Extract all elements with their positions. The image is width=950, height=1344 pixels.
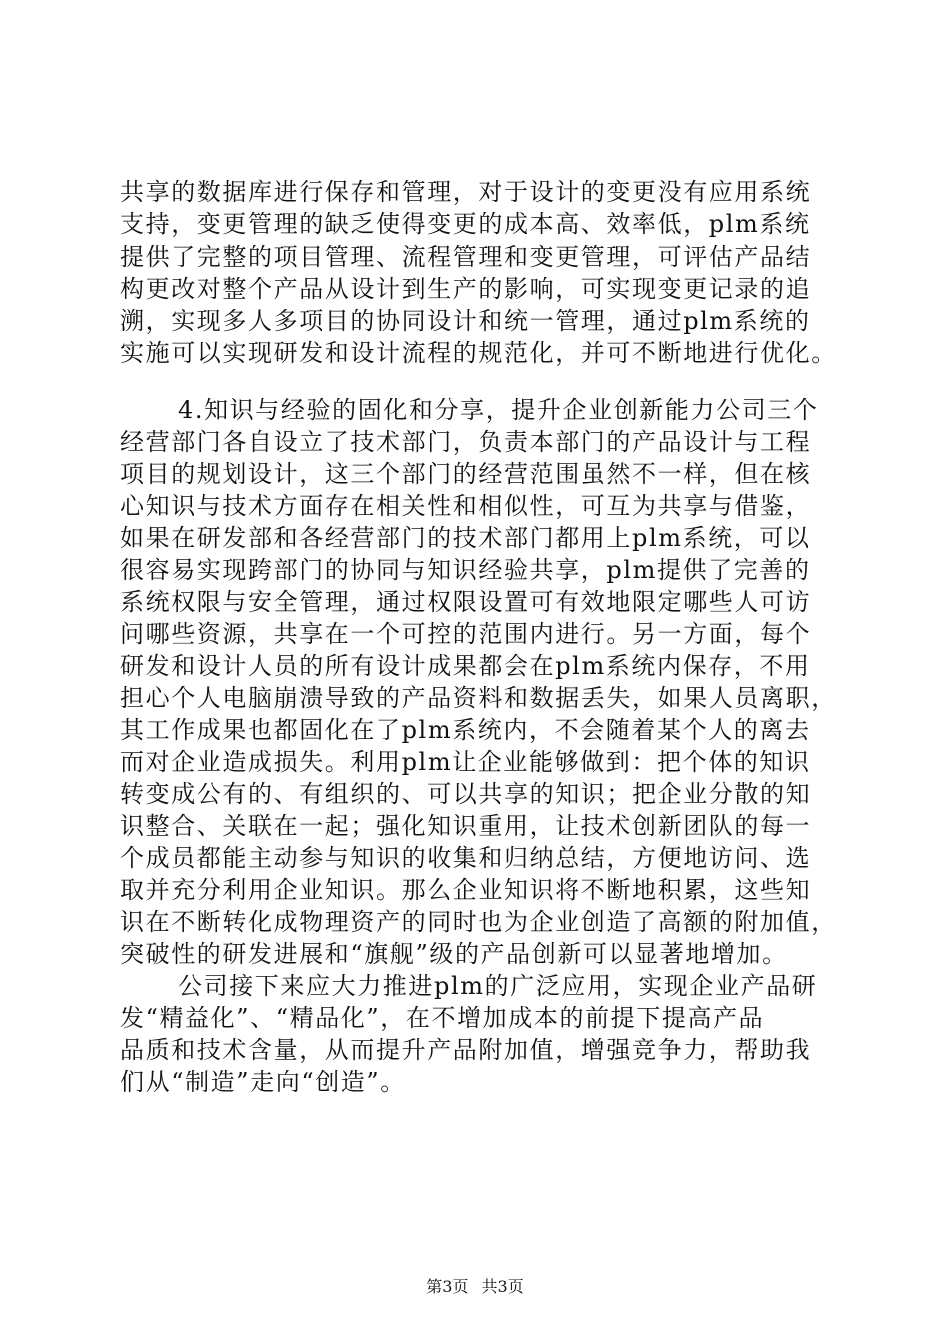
text-line: 4.知识与经验的固化和分享，提升企业创新能力公司三个 xyxy=(178,396,819,424)
text-line: 心知识与技术方面存在相关性和相似性，可互为共享与借鉴， xyxy=(120,492,812,520)
text-line: 实施可以实现研发和设计流程的规范化，并可不断地进行优化。 xyxy=(120,339,837,367)
text-line: 研发和设计人员的所有设计成果都会在plm系统内保存，不用 xyxy=(120,652,811,680)
text-line: 很容易实现跨部门的协同与知识经验共享，plm提供了完善的 xyxy=(120,556,811,584)
text-line: 提供了完整的项目管理、流程管理和变更管理，可评估产品结 xyxy=(120,243,812,271)
text-line: 构更改对整个产品从设计到生产的影响，可实现变更记录的追 xyxy=(120,275,812,303)
text-line: 转变成公有的、有组织的、可以共享的知识；把企业分散的知 xyxy=(120,780,812,808)
text-line: 取并充分利用企业知识。那么企业知识将不断地积累，这些知 xyxy=(120,876,812,904)
text-line: 而对企业造成损失。利用plm让企业能够做到：把个体的知识 xyxy=(120,748,811,776)
text-line: 突破性的研发进展和“旗舰”级的产品创新可以显著地增加。 xyxy=(120,940,788,968)
page-number: 第3页 xyxy=(426,1277,469,1296)
text-line: 品质和技术含量，从而提升产品附加值，增强竞争力，帮助我 xyxy=(120,1036,812,1064)
text-line: 溯，实现多人多项目的协同设计和统一管理，通过plm系统的 xyxy=(120,307,811,335)
text-line: 识在不断转化成物理资产的同时也为企业创造了高额的附加值， xyxy=(120,908,837,936)
page-total: 共3页 xyxy=(481,1277,524,1296)
text-line: 支持，变更管理的缺乏使得变更的成本高、效率低，plm系统 xyxy=(120,210,811,238)
text-line: 其工作成果也都固化在了plm系统内，不会随着某个人的离去 xyxy=(120,716,811,744)
text-line: 项目的规划设计，这三个部门的经营范围虽然不一样，但在核 xyxy=(120,460,812,488)
text-line: 发“精益化”、“精品化”，在不增加成本的前提下提高产品 xyxy=(120,1004,765,1032)
text-line: 问哪些资源，共享在一个可控的范围内进行。另一方面，每个 xyxy=(120,620,812,648)
text-line: 们从“制造”走向“创造”。 xyxy=(120,1068,406,1096)
text-line: 经营部门各自设立了技术部门，负责本部门的产品设计与工程 xyxy=(120,428,812,456)
text-line: 个成员都能主动参与知识的收集和归纳总结，方便地访问、选 xyxy=(120,844,812,872)
text-line: 担心个人电脑崩溃导致的产品资料和数据丢失，如果人员离职， xyxy=(120,684,837,712)
page-footer xyxy=(0,1277,950,1297)
text-line: 系统权限与安全管理，通过权限设置可有效地限定哪些人可访 xyxy=(120,588,812,616)
text-line: 识整合、关联在一起；强化知识重用，让技术创新团队的每一 xyxy=(120,812,812,840)
text-line: 如果在研发部和各经营部门的技术部门都用上plm系统，可以 xyxy=(120,524,811,552)
text-line: 公司接下来应大力推进plm的广泛应用，实现企业产品研 xyxy=(178,972,818,1000)
text-line: 共享的数据库进行保存和管理，对于设计的变更没有应用系统 xyxy=(120,178,812,206)
